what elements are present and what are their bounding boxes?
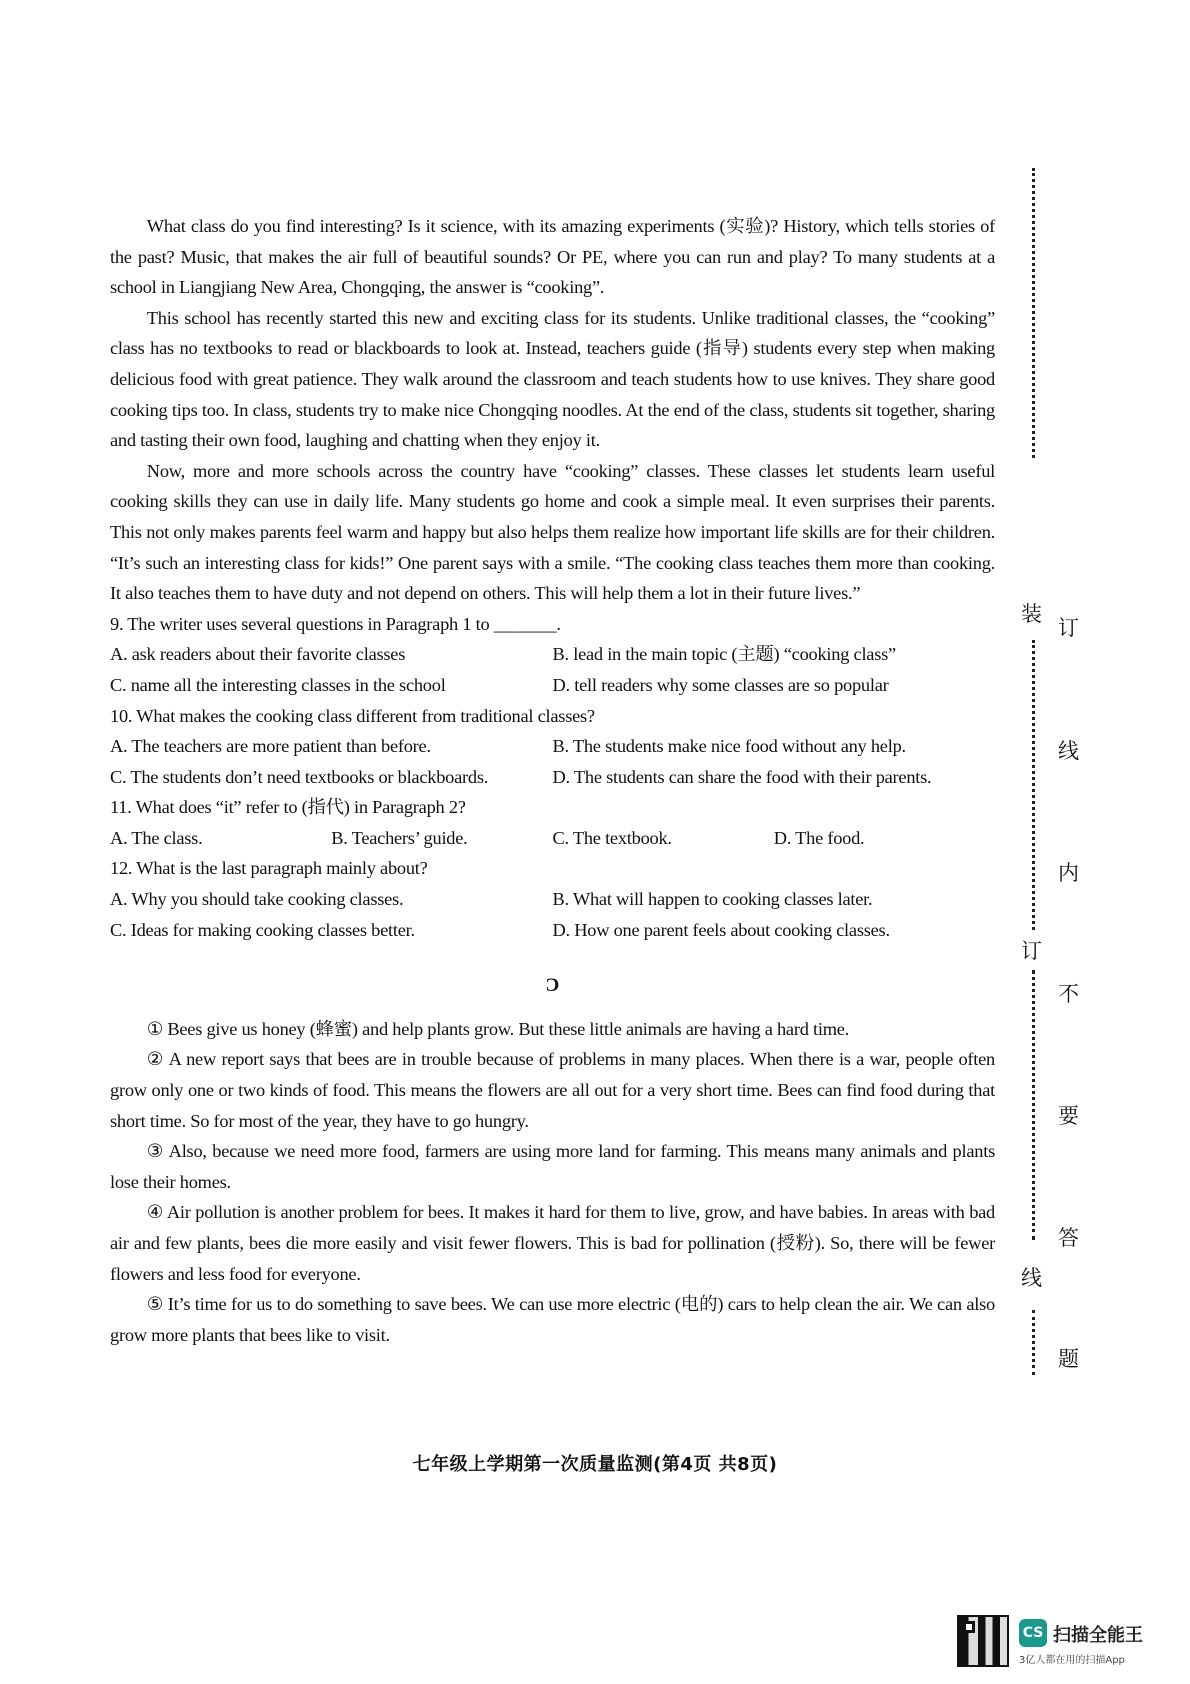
- option-b: B. What will happen to cooking classes later.: [552, 889, 873, 910]
- option-row: [110, 731, 995, 762]
- binding-char: 线: [1021, 1266, 1042, 1290]
- passage-c-paragraph-2: ② A new report says that bees are in trouble because of problems in many places. When there is a war, people often grow only one or two kinds of food. This means the flowers are all out for a very short time. Bees can find food during that short time. So for most of the year, they have to go hungry.: [110, 1049, 995, 1131]
- question-stem: 12. What is the last paragraph mainly about?: [110, 858, 428, 879]
- camscanner-logo-icon: CS: [1019, 1619, 1047, 1647]
- option-a: A. ask readers about their favorite classes: [110, 644, 406, 665]
- question-9: [110, 609, 995, 701]
- dotted-line: [1032, 640, 1035, 930]
- binding-char: 不: [1058, 982, 1079, 1006]
- option-b: B. lead in the main topic (主题) “cooking class”: [552, 644, 896, 665]
- passage-c-paragraph-4: ④ Air pollution is another problem for bees. It makes it hard for them to live, grow, and have babies. In areas with bad air and few plants, bees die more easily and visit fewer flowers. This is bad for pollination (授粉). So, there will be fewer flowers and less food for everyone.: [110, 1202, 995, 1284]
- passage-c-paragraph-5: ⑤ It’s time for us to do something to save bees. We can use more electric (电的) cars to help clean the air. We can also grow more plants that bees like to visit.: [110, 1294, 995, 1345]
- option-c: C. The textbook.: [552, 827, 672, 848]
- page-content: [110, 211, 995, 1350]
- qr-code-icon: [957, 1615, 1009, 1667]
- binding-char: 答: [1058, 1226, 1079, 1250]
- binding-char: 要: [1058, 1104, 1079, 1128]
- question-11: [110, 792, 995, 853]
- question-stem: 11. What does “it” refer to (指代) in Paragraph 2?: [110, 797, 466, 818]
- dotted-line: [1032, 1310, 1035, 1375]
- passage-c-paragraph-3: ③ Also, because we need more food, farmers are using more land for farming. This means many animals and plants lose their homes.: [110, 1141, 995, 1192]
- option-c: C. name all the interesting classes in the school: [110, 674, 446, 695]
- binding-char: 订: [1021, 939, 1042, 963]
- option-row: [110, 915, 995, 946]
- option-d: D. The students can share the food with their parents.: [552, 766, 932, 787]
- option-b: B. Teachers’ guide.: [331, 827, 468, 848]
- option-row: [110, 884, 995, 915]
- option-b: B. The students make nice food without any help.: [552, 736, 906, 757]
- question-10: [110, 701, 995, 793]
- option-c: C. Ideas for making cooking classes better.: [110, 919, 415, 940]
- option-c: C. The students don’t need textbooks or blackboards.: [110, 766, 489, 787]
- watermark-app-name: 扫描全能王: [1053, 1625, 1143, 1646]
- page-footer: 七年级上学期第一次质量监测(第4页 共8页): [412, 1454, 778, 1475]
- question-stem: 9. The writer uses several questions in Paragraph 1 to _______.: [110, 613, 561, 634]
- binding-char: 题: [1058, 1347, 1079, 1371]
- option-row: [110, 639, 995, 670]
- binding-char: 内: [1058, 861, 1079, 885]
- option-d: D. How one parent feels about cooking classes.: [552, 919, 890, 940]
- scanner-watermark: [957, 1615, 1177, 1671]
- option-a: A. The teachers are more patient than before.: [110, 736, 431, 757]
- passage-b-paragraph-2: This school has recently started this new and exciting class for its students. Unlike traditional classes, the “cooking” class has no textbooks to read or blackboards to look at. Instead, teachers guide (指导) students every step when making delicious food with great patience. They walk around the classroom and teach students how to use knives. They share good cooking tips too. In class, students try to make nice Chongqing noodles. At the end of the class, students sit together, sharing and tasting their own food, laughing and chatting when they enjoy it.: [110, 307, 995, 451]
- passage-b-paragraph-1: What class do you find interesting? Is it science, with its amazing experiments (实验)? History, which tells stories of the past? Music, that makes the air full of beautiful sounds? Or PE, where you can run and play? To many students at a school in Liangjiang New Area, Chongqing, the answer is “cooking”.: [110, 216, 995, 298]
- option-a: A. Why you should take cooking classes.: [110, 889, 404, 910]
- option-row: [110, 823, 995, 854]
- passage-b-paragraph-3: Now, more and more schools across the country have “cooking” classes. These classes let students learn useful cooking skills they can use in daily life. Many students go home and cook a simple meal. It even surprises their parents. This not only makes parents feel warm and happy but also helps them realize how important life skills are for their children. “It’s such an interesting class for kids!” One parent says with a smile. “The cooking class teaches them more than cooking. It also teaches them to have duty and not depend on others. This will help them a lot in their future lives.”: [110, 460, 995, 604]
- binding-char: 订: [1058, 616, 1079, 640]
- option-a: A. The class.: [110, 827, 203, 848]
- watermark-tagline: 3亿人都在用的扫描App: [1019, 1655, 1125, 1666]
- option-d: D. tell readers why some classes are so popular: [552, 674, 889, 695]
- dotted-line: [1032, 168, 1035, 458]
- binding-char: 装: [1021, 602, 1042, 626]
- question-12: [110, 853, 995, 945]
- section-letter: C: [545, 975, 560, 997]
- passage-c-paragraph-1: ① Bees give us honey (蜂蜜) and help plants grow. But these little animals are having a hard time.: [146, 1018, 850, 1039]
- option-row: [110, 762, 995, 793]
- question-stem: 10. What makes the cooking class different from traditional classes?: [110, 705, 595, 726]
- binding-char: 线: [1058, 739, 1079, 763]
- option-row: [110, 670, 995, 701]
- option-d: D. The food.: [773, 827, 865, 848]
- dotted-line: [1032, 970, 1035, 1240]
